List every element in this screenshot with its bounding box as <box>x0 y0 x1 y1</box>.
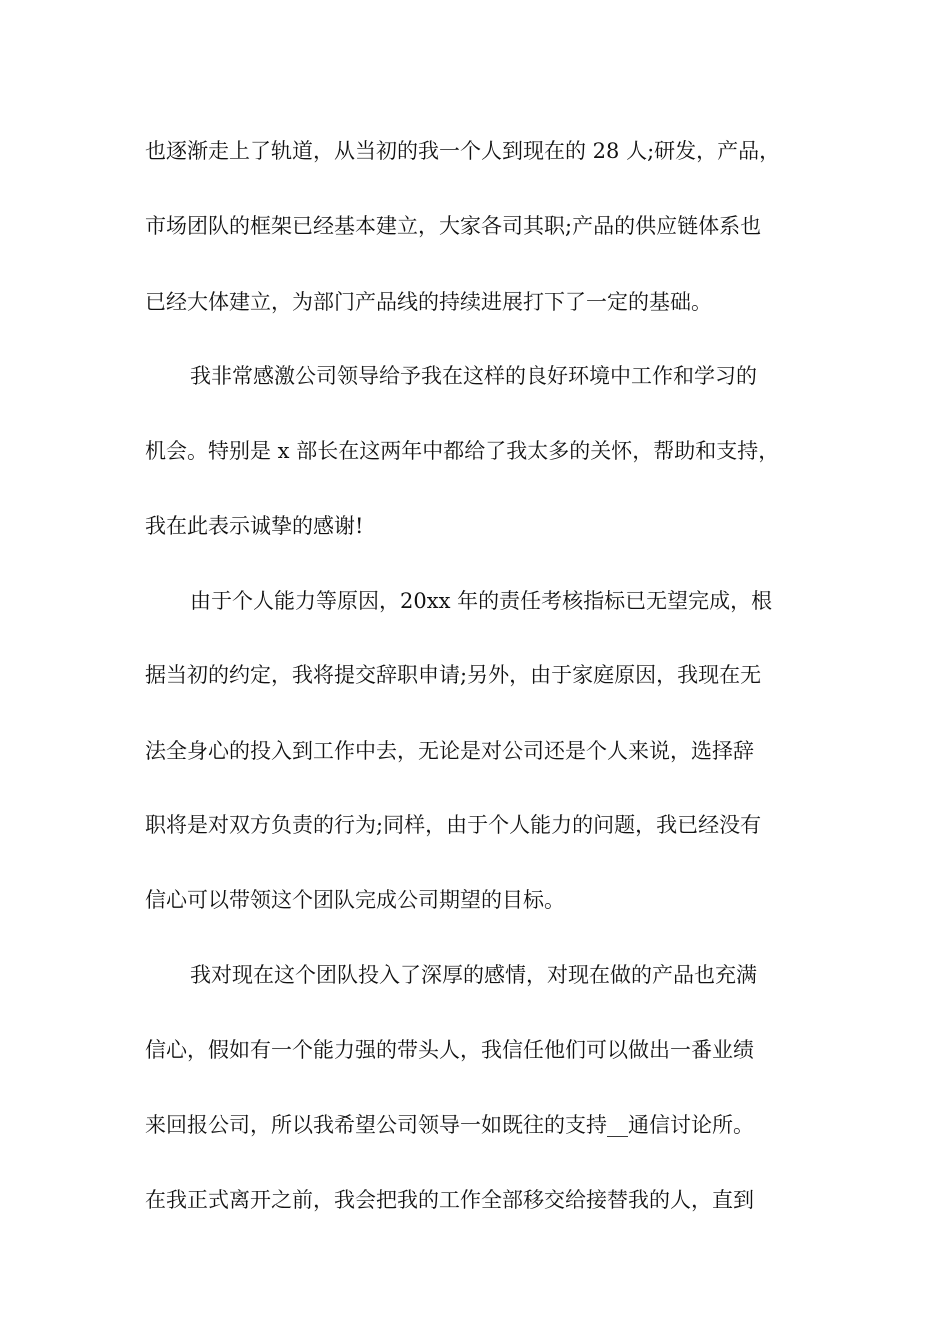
text-line-8: 据当初的约定，我将提交辞职申请;另外，由于家庭原因，我现在无 <box>145 663 762 687</box>
text-line-12: 我对现在这个团队投入了深厚的感情，对现在做的产品也充满 <box>190 963 757 987</box>
text-line-11: 信心可以带领这个团队完成公司期望的目标。 <box>145 888 565 912</box>
text-line-2: 市场团队的框架已经基本建立，大家各司其职;产品的供应链体系也 <box>145 214 762 238</box>
text-line-6: 我在此表示诚挚的感谢! <box>145 514 364 538</box>
text-line-5: 机会。特别是 x 部长在这两年中都给了我太多的关怀，帮助和支持， <box>145 439 780 463</box>
text-line-10: 职将是对双方负责的行为;同样，由于个人能力的问题，我已经没有 <box>145 813 762 837</box>
text-line-9: 法全身心的投入到工作中去，无论是对公司还是个人来说，选择辞 <box>145 739 754 763</box>
text-line-3: 已经大体建立，为部门产品线的持续进展打下了一定的基础。 <box>145 290 712 314</box>
text-line-13: 信心，假如有一个能力强的带头人，我信任他们可以做出一番业绩 <box>145 1038 754 1062</box>
text-line-14: 来回报公司，所以我希望公司领导一如既往的支持__通信讨论所。 <box>145 1113 754 1137</box>
text-line-15: 在我正式离开之前，我会把我的工作全部移交给接替我的人，直到 <box>145 1188 754 1212</box>
text-line-1: 也逐渐走上了轨道，从当初的我一个人到现在的 28 人;研发，产品， <box>145 139 781 163</box>
text-line-4: 我非常感激公司领导给予我在这样的良好环境中工作和学习的 <box>190 364 757 388</box>
text-line-7: 由于个人能力等原因，20xx 年的责任考核指标已无望完成，根 <box>190 589 773 613</box>
